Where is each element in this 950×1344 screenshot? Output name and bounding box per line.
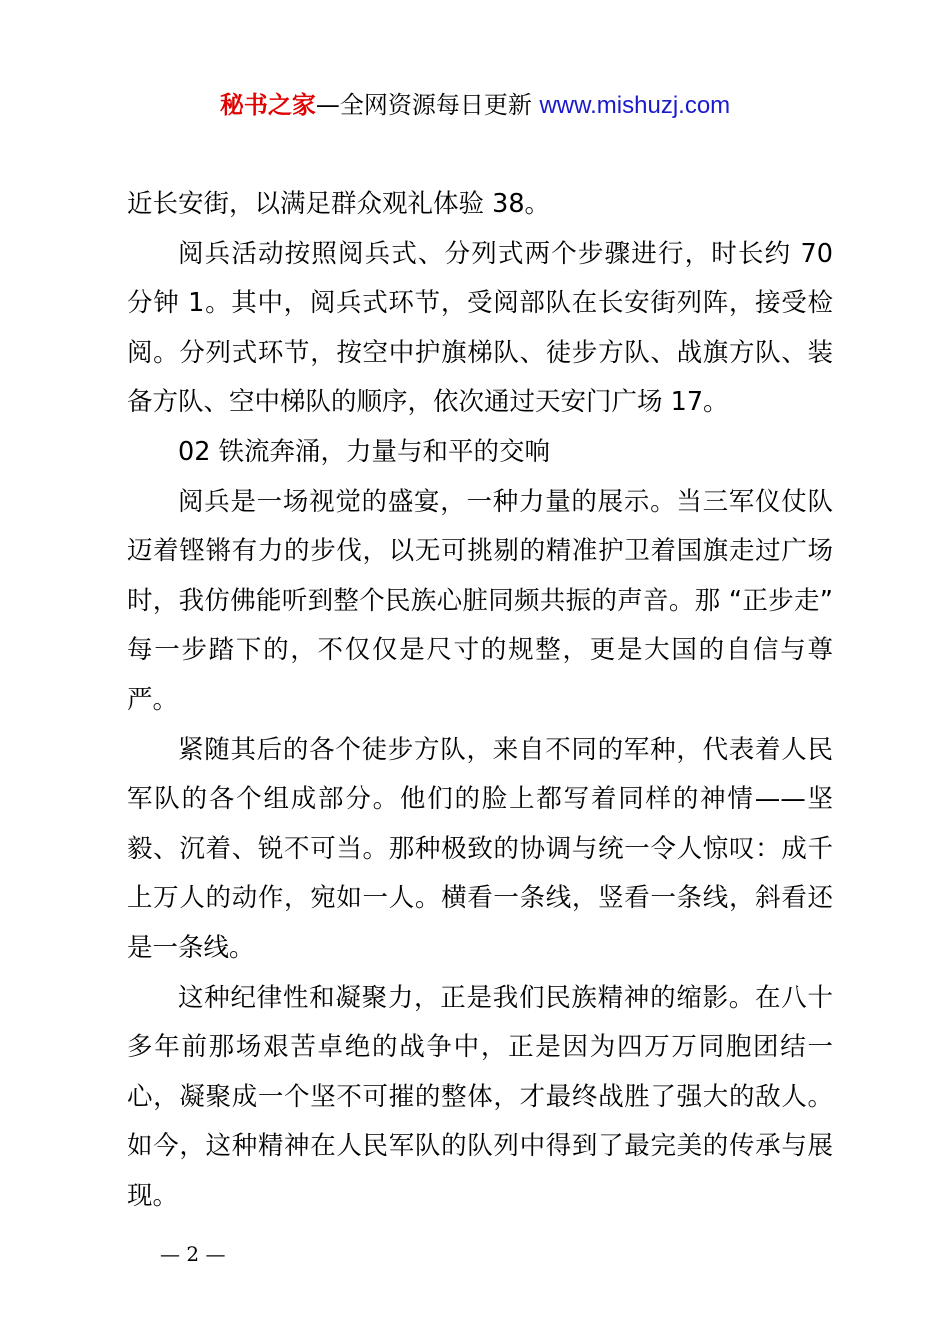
page-number: — 2 — bbox=[160, 1242, 226, 1266]
paragraph-continuation: 近长安街，以满足群众观礼体验 38。 bbox=[127, 189, 551, 219]
site-url-link[interactable]: www.mishuzj.com bbox=[539, 92, 731, 119]
paragraph: 阅兵是一场视觉的盛宴，一种力量的展示。当三军仪仗队迈着铿锵有力的步伐，以无可挑剔的精准护卫着国旗走过广场时，我仿佛能听到整个民族心脏同频共振的声音。那 “正步走” 每一步踏下的，不仅仅是尺寸的规整，更是大国的自信与尊严。 bbox=[127, 486, 833, 715]
section-heading: 02 铁流奔涌，力量与和平的交响 bbox=[178, 436, 551, 467]
site-tagline: —全网资源每日更新 bbox=[315, 91, 540, 119]
site-header bbox=[0, 88, 950, 123]
paragraph: 阅兵活动按照阅兵式、分列式两个步骤进行，时长约 70 分钟 1。其中，阅兵式环节，受阅部队在长安街列阵，接受检阅。分列式环节，按空中护旗梯队、徒步方队、战旗方队、装备方队、空中梯队的顺序，依次通过天安门广场 17。 bbox=[127, 238, 833, 418]
document-body bbox=[127, 180, 833, 1221]
paragraph: 紧随其后的各个徒步方队，来自不同的军种，代表着人民军队的各个组成部分。他们的脸上都写着同样的神情——坚毅、沉着、锐不可当。那种极致的协调与统一令人惊叹：成千上万人的动作，宛如一人。横看一条线，竖看一条线，斜看还是一条线。 bbox=[127, 734, 833, 963]
paragraph: 这种纪律性和凝聚力，正是我们民族精神的缩影。在八十多年前那场艰苦卓绝的战争中，正是因为四万万同胞团结一心，凝聚成一个坚不可摧的整体，才最终战胜了强大的敌人。如今，这种精神在人民军队的队列中得到了最完美的传承与展现。 bbox=[127, 982, 833, 1211]
site-brand: 秘书之家 bbox=[219, 91, 316, 119]
